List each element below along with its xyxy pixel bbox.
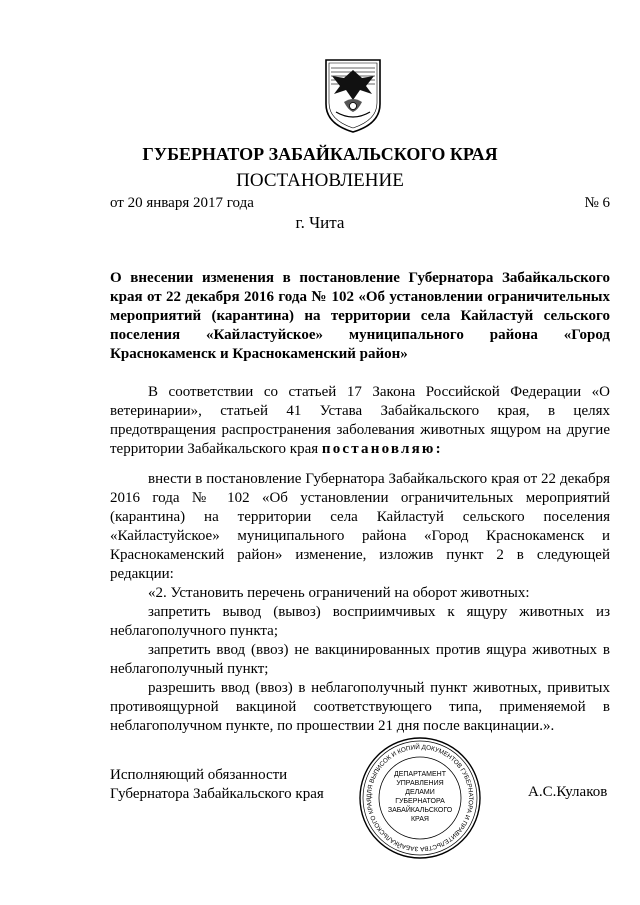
position-line: Исполняющий обязанности: [110, 767, 288, 783]
position-line: Губернатора Забайкальского края: [110, 786, 324, 802]
stamp-line: ЗАБАЙКАЛЬСКОГО: [387, 807, 453, 814]
stamp-line: КРАЯ: [410, 816, 430, 823]
order-paragraph: внести в постановление Губернатора Забайкальского края от 22 декабря 2016 года № 102 «Об установлении ограничительных мероприятий (карантина) на территории села Кайластуй сельского поселения «Кайластуйское» муниципального района «Город Краснокаменск и Краснокаменский район» изменение, изложив пункт 2 в следующей редакции:: [110, 471, 610, 582]
signatory-position: [110, 766, 324, 804]
document-number: № 6: [584, 195, 610, 211]
preamble-text: В соответствии со статьей 17 Закона Российской Федерации «О ветеринарии», статьей 41 Устава Забайкальского края, в целях предотвращения распространения заболевания животных ящуром на другие территории Забайкальского края: [110, 384, 610, 457]
signatory-name: А.С.Кулаков: [528, 784, 608, 800]
stamp-line: ГУБЕРНАТОРА: [395, 798, 445, 805]
stamp-line: ДЕЛАМИ: [405, 789, 435, 796]
stamp-ring-text: ДЛЯ ВЫПИСОК И КОПИЙ ДОКУМЕНТОВ ГУБЕРНАТОРА И ПРАВИТЕЛЬСТВА ЗАБАЙКАЛЬСКОГО КРАЯ: [365, 743, 475, 853]
restriction-item: запретить вывод (вывоз) восприимчивых к ящуру животных из неблагополучного пункта;: [110, 604, 610, 639]
official-stamp: [358, 736, 482, 860]
stamp-line: УПРАВЛЕНИЯ: [396, 780, 444, 787]
subject-text: О внесении изменения в постановление Губернатора Забайкальского края от 22 декабря 2016 года № 102 «Об установлении ограничительных мероприятий (карантина) на территории села Кайластуй сельского поселения «Кайластуйское» муниципального района «Город: [110, 270, 610, 343]
coat-of-arms-icon: [322, 56, 384, 134]
authority-title: ГУБЕРНАТОР ЗАБАЙКАЛЬСКОГО КРАЯ: [142, 144, 498, 164]
preamble-paragraph: [110, 383, 610, 459]
restriction-item: разрешить ввод (ввоз) в неблагополучный пункт животных, привитых противоящурной вакциной соответствующего типа, применяемой в неблагополучном пункте, по прошествии 21 дня после вакцинации.».: [110, 680, 610, 734]
resolve-word: постановляю:: [321, 441, 443, 457]
stamp-line: ДЕПАРТАМЕНТ: [393, 771, 447, 778]
restriction-item: запретить ввод (ввоз) не вакцинированных против ящура животных в неблагополучный пункт;: [110, 642, 610, 677]
quote-lead-paragraph: «2. Установить перечень ограничений на оборот животных:: [148, 585, 530, 601]
subject-text-end: Краснокаменск и Краснокаменский район»: [110, 346, 408, 362]
document-city: г. Чита: [295, 213, 345, 232]
resolution-body: [110, 470, 610, 736]
document-date: от 20 января 2017 года: [110, 195, 254, 211]
document-subject: [110, 269, 610, 364]
document-type: ПОСТАНОВЛЕНИЕ: [236, 170, 404, 191]
